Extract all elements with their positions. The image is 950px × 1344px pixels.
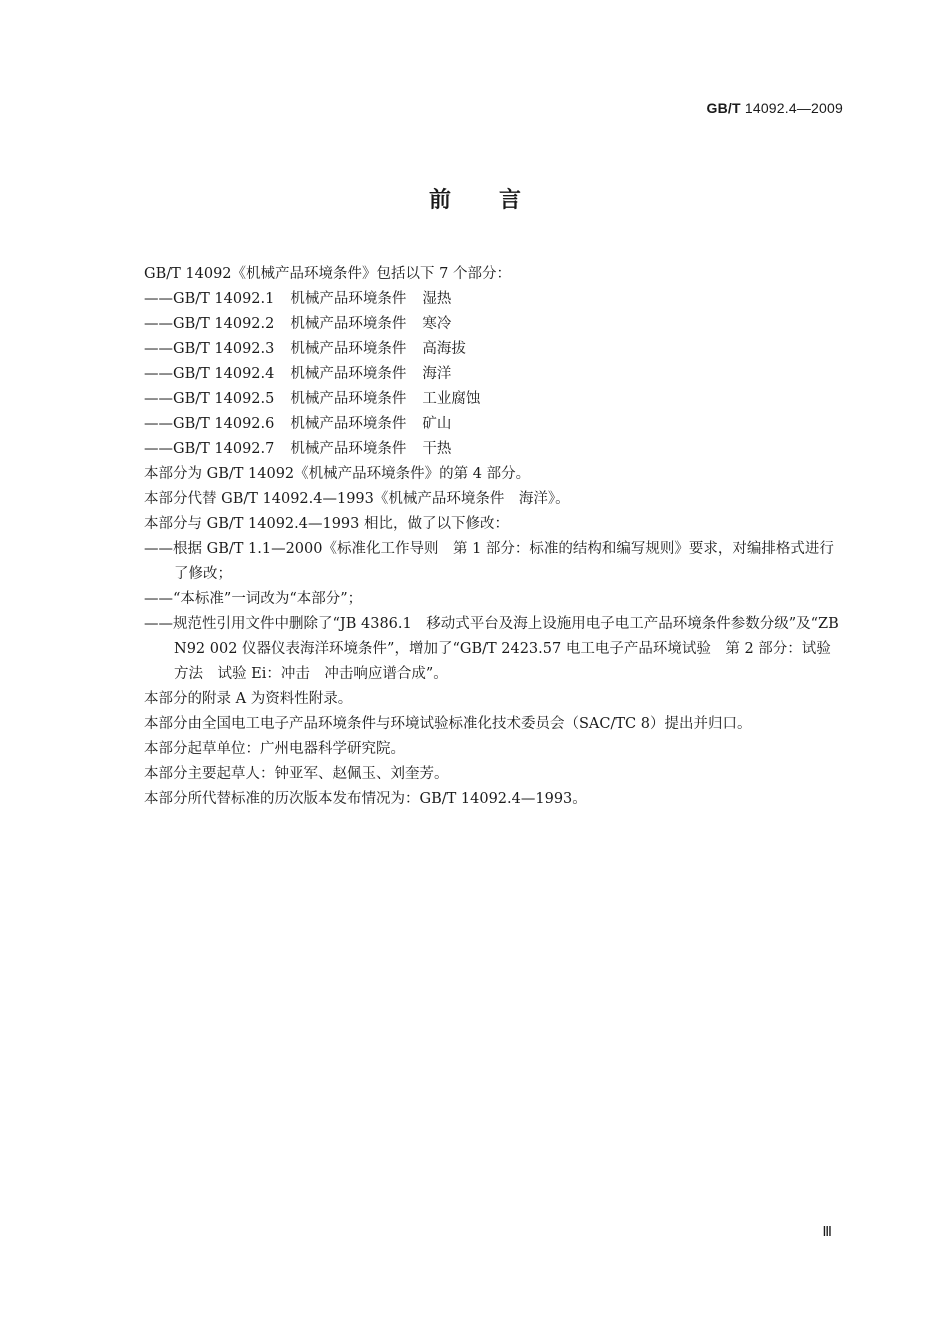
part-topic: 工业腐蚀: [422, 391, 481, 407]
part-code: ——GB/T 14092.3: [144, 341, 275, 357]
title-char-2: 言: [499, 188, 522, 213]
part-name: 机械产品环境条件: [290, 391, 407, 407]
part-code: ——GB/T 14092.6: [144, 416, 275, 432]
drafting-unit-statement: 本部分起草单位：广州电器科学研究院。: [144, 741, 405, 757]
part-list-item: [144, 287, 844, 312]
part-list-item: [144, 387, 844, 412]
page-title: [0, 183, 950, 214]
part-topic: 湿热: [422, 291, 452, 307]
change-item: ——规范性引用文件中删除了“JB 4386.1 移动式平台及海上设施用电子电工产品环境条件参数分级”及“ZB N92 002 仪器仪表海洋环境条件”，增加了“GB/T 2423.57 电工电子产品环境试验 第 2 部分：试验方法 试验 Ei：冲击 冲击响应谱合成”。: [144, 616, 839, 682]
part-topic: 干热: [422, 441, 452, 457]
part-name: 机械产品环境条件: [290, 416, 407, 432]
change-item: ——“本标准”一词改为“本部分”；: [144, 591, 363, 607]
part-list-item: [144, 437, 844, 462]
standard-number-header: [707, 100, 844, 116]
change-item: ——根据 GB/T 1.1—2000《标准化工作导则 第 1 部分：标准的结构和编写规则》要求，对编排格式进行了修改；: [144, 541, 834, 582]
part-topic: 矿山: [422, 416, 452, 432]
title-char-1: 前: [428, 188, 451, 213]
part-name: 机械产品环境条件: [290, 441, 407, 457]
drafters-statement: 本部分主要起草人：钟亚军、赵佩玉、刘奎芳。: [144, 766, 449, 782]
part-list-item: [144, 412, 844, 437]
part-name: 机械产品环境条件: [290, 291, 407, 307]
standard-number: 14092.4—2009: [744, 100, 843, 116]
part-name: 机械产品环境条件: [290, 366, 407, 382]
replacement-statement: 本部分代替 GB/T 14092.4—1993《机械产品环境条件 海洋》。: [144, 491, 570, 507]
part-topic: 高海拔: [422, 341, 466, 357]
part-list-item: [144, 312, 844, 337]
part-topic: 海洋: [422, 366, 452, 382]
part-name: 机械产品环境条件: [290, 316, 407, 332]
part-code: ——GB/T 14092.5: [144, 391, 275, 407]
part-statement: 本部分为 GB/T 14092《机械产品环境条件》的第 4 部分。: [144, 466, 531, 482]
part-list-item: [144, 362, 844, 387]
appendix-statement: 本部分的附录 A 为资料性附录。: [144, 691, 353, 707]
part-topic: 寒冷: [422, 316, 452, 332]
intro-paragraph: GB/T 14092《机械产品环境条件》包括以下 7 个部分：: [144, 266, 511, 282]
foreword-body: [144, 262, 844, 812]
part-name: 机械产品环境条件: [290, 341, 407, 357]
standard-prefix: GB/T: [706, 100, 741, 116]
part-list-item: [144, 337, 844, 362]
comparison-statement: 本部分与 GB/T 14092.4—1993 相比，做了以下修改：: [144, 516, 509, 532]
part-code: ——GB/T 14092.2: [144, 316, 275, 332]
history-statement: 本部分所代替标准的历次版本发布情况为：GB/T 14092.4—1993。: [144, 791, 587, 807]
part-code: ——GB/T 14092.4: [144, 366, 275, 382]
page-number: Ⅲ: [822, 1225, 832, 1240]
proposer-statement: 本部分由全国电工电子产品环境条件与环境试验标准化技术委员会（SAC/TC 8）提出并归口。: [144, 716, 752, 732]
part-code: ——GB/T 14092.7: [144, 441, 275, 457]
part-code: ——GB/T 14092.1: [144, 291, 275, 307]
